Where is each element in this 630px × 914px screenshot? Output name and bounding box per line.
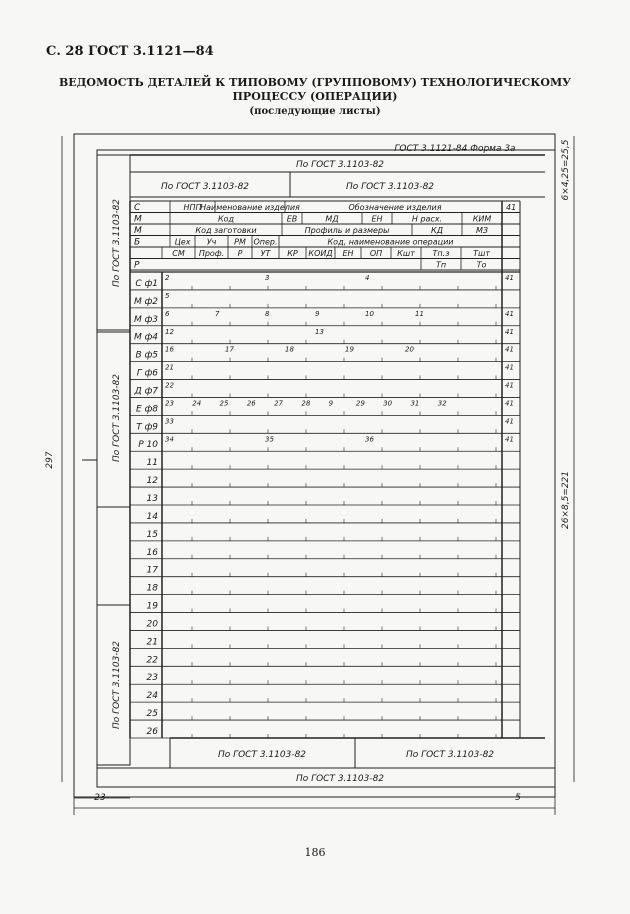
cell-number: 41 xyxy=(505,345,514,354)
row-label: Г ф6 xyxy=(136,368,158,379)
cell-number: 25 xyxy=(219,399,229,408)
row-label: 13 xyxy=(146,494,158,504)
ref-bottom-left: По ГОСТ 3.1103-82 xyxy=(217,750,307,760)
header-cell: Р xyxy=(237,249,243,258)
row-code: С xyxy=(134,203,141,213)
cell-number: 41 xyxy=(505,363,514,372)
row-label: 22 xyxy=(146,655,158,666)
row-label: Д ф7 xyxy=(134,386,158,397)
header-cell: НПП xyxy=(183,203,202,212)
row-code: М xyxy=(134,226,142,236)
ref-top: По ГОСТ 3.1103-82 xyxy=(295,160,385,170)
header-cell: Н расх. xyxy=(411,214,443,224)
header-cell: Тп xyxy=(435,260,447,270)
cell-number: 23 xyxy=(165,399,174,408)
header-cell: То xyxy=(476,260,487,270)
row-label: Е ф8 xyxy=(136,404,158,415)
row-label: Т ф9 xyxy=(136,422,158,433)
page-header: С. 28 ГОСТ 3.1121—84 xyxy=(46,44,214,59)
side-ref-1: По ГОСТ 3.1103-82 xyxy=(112,198,122,288)
ref-bottom: По ГОСТ 3.1103-82 xyxy=(295,774,385,784)
cell-number: 5 xyxy=(165,291,170,300)
cell-number: 41 xyxy=(505,435,514,444)
header-cell: Наименование изделия xyxy=(200,203,300,212)
row-label: 18 xyxy=(146,583,158,594)
cell-number: 28 xyxy=(301,399,311,408)
cell-number: 9 xyxy=(328,399,334,408)
cell-number: 34 xyxy=(165,435,174,444)
row-label: 12 xyxy=(146,476,158,487)
cell-number: 7 xyxy=(215,309,220,318)
cell-number: 22 xyxy=(165,381,174,390)
cell-number: 11 xyxy=(415,309,424,318)
row-code: Б xyxy=(134,237,141,248)
row-label: С ф1 xyxy=(135,278,158,289)
row-label: В ф5 xyxy=(135,350,158,361)
cell-number: 3 xyxy=(265,274,270,282)
form-label: ГОСТ 3.1121-84 Форма 3а xyxy=(394,144,516,154)
header-cell: Тшт xyxy=(473,249,490,258)
cell-number: 2 xyxy=(165,274,170,282)
header-cell: Код заготовки xyxy=(195,226,257,235)
dim-top-right: 6×4,25=25,5 xyxy=(561,139,571,201)
row-label: 15 xyxy=(146,529,158,540)
cell-number: 41 xyxy=(505,274,514,282)
cell-number: 41 xyxy=(505,417,514,426)
row-label: 25 xyxy=(146,709,158,720)
header-cell: Тп.з xyxy=(432,249,450,258)
row-code: Р xyxy=(134,260,140,271)
cell-number: 29 xyxy=(355,399,365,408)
header-cell: Профиль и размеры xyxy=(304,226,390,235)
side-ref-2: По ГОСТ 3.1103-82 xyxy=(112,373,122,463)
cell-number: 33 xyxy=(165,417,174,426)
cell-number: 41 xyxy=(505,381,514,390)
header-cell: РМ xyxy=(234,237,246,247)
cell-number: 31 xyxy=(410,399,420,408)
cell-number: 41 xyxy=(505,399,514,408)
row-label: 20 xyxy=(146,619,158,630)
form-frame xyxy=(97,150,555,787)
cell-number: 8 xyxy=(265,309,270,318)
header-cell: ЕН xyxy=(342,249,354,258)
cell-number: 36 xyxy=(365,435,374,444)
page-number: 186 xyxy=(304,846,326,859)
row-label: Р 10 xyxy=(138,440,158,451)
cell-number: 4 xyxy=(365,274,370,282)
cell-number: 12 xyxy=(165,327,174,336)
cell-number: 16 xyxy=(165,345,174,354)
ref-bottom-right: По ГОСТ 3.1103-82 xyxy=(405,750,495,760)
row-label: 19 xyxy=(146,601,158,612)
cell-number: 6 xyxy=(165,309,170,318)
row-label: 23 xyxy=(146,673,158,684)
row-label: М ф3 xyxy=(133,314,158,325)
header-cell: Обозначение изделия xyxy=(348,203,442,212)
header-cell: МД xyxy=(325,214,339,224)
header-cell: ЕН xyxy=(371,214,383,224)
header-cell: КР xyxy=(287,249,298,258)
row-label: 16 xyxy=(146,547,158,558)
row-label: 14 xyxy=(146,511,158,522)
row-code: М xyxy=(134,214,142,225)
header-cell: ЕВ xyxy=(286,214,298,224)
header-cell: ОП xyxy=(369,249,383,258)
document-title-line2: ПРОЦЕССУ (ОПЕРАЦИИ) xyxy=(232,90,398,103)
cell-number: 13 xyxy=(315,327,324,336)
dim-bottom-right: 26×8,5=221 xyxy=(561,470,571,530)
row-label: 26 xyxy=(146,727,158,737)
header-cell: Кшт xyxy=(397,249,415,258)
cell-number: 35 xyxy=(265,435,274,444)
header-cell: Опер. xyxy=(253,237,278,247)
header-cell: Код, наименование операции xyxy=(327,237,454,247)
row-label: 21 xyxy=(146,637,158,648)
dim-bottom-left: 23 xyxy=(94,793,106,803)
row-label: 11 xyxy=(146,458,158,469)
cell-number: 41 xyxy=(505,309,514,318)
cell-number: 10 xyxy=(365,309,374,318)
header-cell: УТ xyxy=(260,249,271,258)
header-cell: Проф. xyxy=(198,249,225,258)
dim-left: 297 xyxy=(45,451,55,469)
row-label: 17 xyxy=(146,565,158,576)
dim-bottom-right-small: 5 xyxy=(515,793,521,803)
cell-number: 26 xyxy=(246,399,256,408)
row-label: М ф2 xyxy=(133,296,158,307)
header-cell: КД xyxy=(431,226,443,235)
row-label: М ф4 xyxy=(133,332,158,343)
cell-number: 20 xyxy=(405,345,414,354)
header-cell: КОИД xyxy=(308,249,333,258)
header-cell: Цех xyxy=(174,237,191,247)
document-title-line1: ВЕДОМОСТЬ ДЕТАЛЕЙ К ТИПОВОМУ (ГРУППОВОМУ) ТЕХНОЛОГИЧЕСКОМУ xyxy=(58,76,572,89)
cell-number: 9 xyxy=(315,309,320,318)
cell-number: 32 xyxy=(437,399,447,408)
header-cell: Код xyxy=(217,214,235,224)
document-subtitle: (последующие листы) xyxy=(249,106,381,117)
ref-header-right: По ГОСТ 3.1103-82 xyxy=(345,182,435,192)
header-cell: Уч xyxy=(206,237,217,247)
cell-number: 30 xyxy=(383,399,393,408)
header-cell: МЗ xyxy=(475,226,489,235)
header-cell-number: 41 xyxy=(506,203,517,212)
ref-header-left: По ГОСТ 3.1103-82 xyxy=(160,182,250,192)
side-ref-3: По ГОСТ 3.1103-82 xyxy=(112,640,122,730)
cell-number: 24 xyxy=(192,399,202,408)
header-cell: СМ xyxy=(172,249,185,258)
cell-number: 18 xyxy=(285,345,294,354)
cell-number: 21 xyxy=(165,363,174,372)
cell-number: 41 xyxy=(505,327,514,336)
cell-number: 27 xyxy=(274,399,284,408)
cell-number: 19 xyxy=(345,345,354,354)
cell-number: 17 xyxy=(225,345,234,354)
header-cell: КИМ xyxy=(472,214,492,224)
row-label: 24 xyxy=(146,691,158,702)
